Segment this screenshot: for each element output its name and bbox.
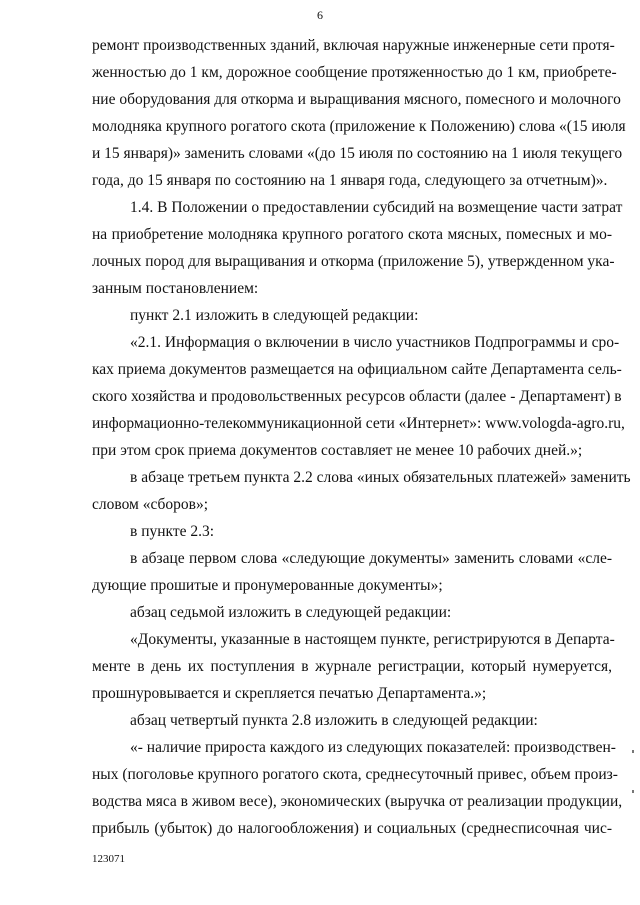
text-line: женностью до 1 км, дорожное сообщение протяженностью до 1 км, приобрете-: [92, 64, 617, 81]
text-line: абзац четвертый пункта 2.8 изложить в следующей редакции:: [130, 712, 538, 729]
text-line: менте в день их поступления в журнале регистрации, который нумеруется,: [92, 658, 612, 675]
text-line: в абзаце первом слова «следующие документы» заменить словами «сле-: [130, 550, 612, 567]
text-line: ского хозяйства и продовольственных ресурсов области (далее - Департамент) в: [92, 388, 622, 405]
text-line: ние оборудования для откорма и выращивания мясного, помесного и молочного: [92, 91, 621, 108]
text-line: водства мяса в живом весе), экономических (выручка от реализации продукции,: [92, 793, 623, 810]
text-line: информационно-телекоммуникационной сети «Интернет»: www.vologda-agro.ru,: [92, 415, 625, 432]
text-line: дующие прошитые и пронумерованные документы»;: [92, 577, 443, 594]
text-line: ных (поголовье крупного рогатого скота, среднесуточный привес, объем произ-: [92, 766, 618, 783]
text-line: лочных пород для выращивания и откорма (приложение 5), утвержденном ука-: [92, 253, 615, 270]
page-number: 6: [317, 8, 323, 22]
text-line: ках приема документов размещается на официальном сайте Департамента сель-: [92, 361, 622, 378]
text-line: в пункте 2.3:: [130, 523, 215, 540]
text-line: занным постановлением:: [92, 280, 259, 297]
text-line: молодняка крупного рогатого скота (приложение к Положению) слова «(15 июля: [92, 118, 626, 135]
text-line: на приобретение молодняка крупного рогатого скота мясных, помесных и мо-: [92, 226, 612, 243]
text-line: при этом срок приема документов составляет не менее 10 рабочих дней.»;: [92, 442, 583, 459]
margin-mark: [632, 790, 634, 793]
margin-mark: [632, 750, 634, 753]
text-line: года, до 15 января по состоянию на 1 января года, следующего за отчетным)».: [92, 172, 608, 189]
text-line: и 15 января)» заменить словами «(до 15 июля по состоянию на 1 июля текущего: [92, 145, 623, 162]
text-line: пункт 2.1 изложить в следующей редакции:: [130, 307, 419, 324]
text-line: «Документы, указанные в настоящем пункте, регистрируются в Департа-: [130, 631, 615, 648]
text-line: в абзаце третьем пункта 2.2 слова «иных обязательных платежей» заменить: [130, 469, 631, 486]
text-line: словом «сборов»;: [92, 496, 209, 513]
text-line: «- наличие прироста каждого из следующих показателей: производствен-: [130, 739, 616, 756]
text-line: прошнуровывается и скрепляется печатью Департамента.»;: [92, 685, 487, 702]
document-code: 123071: [92, 853, 125, 865]
text-line: ремонт производственных зданий, включая наружные инженерные сети протя-: [92, 37, 615, 54]
text-line: «2.1. Информация о включении в число участников Подпрограммы и сро-: [130, 334, 620, 351]
text-line: 1.4. В Положении о предоставлении субсидий на возмещение части затрат: [130, 199, 623, 216]
text-line: абзац седьмой изложить в следующей редакции:: [130, 604, 452, 621]
text-line: прибыль (убыток) до налогообложения) и социальных (среднесписочная чис-: [92, 820, 612, 837]
